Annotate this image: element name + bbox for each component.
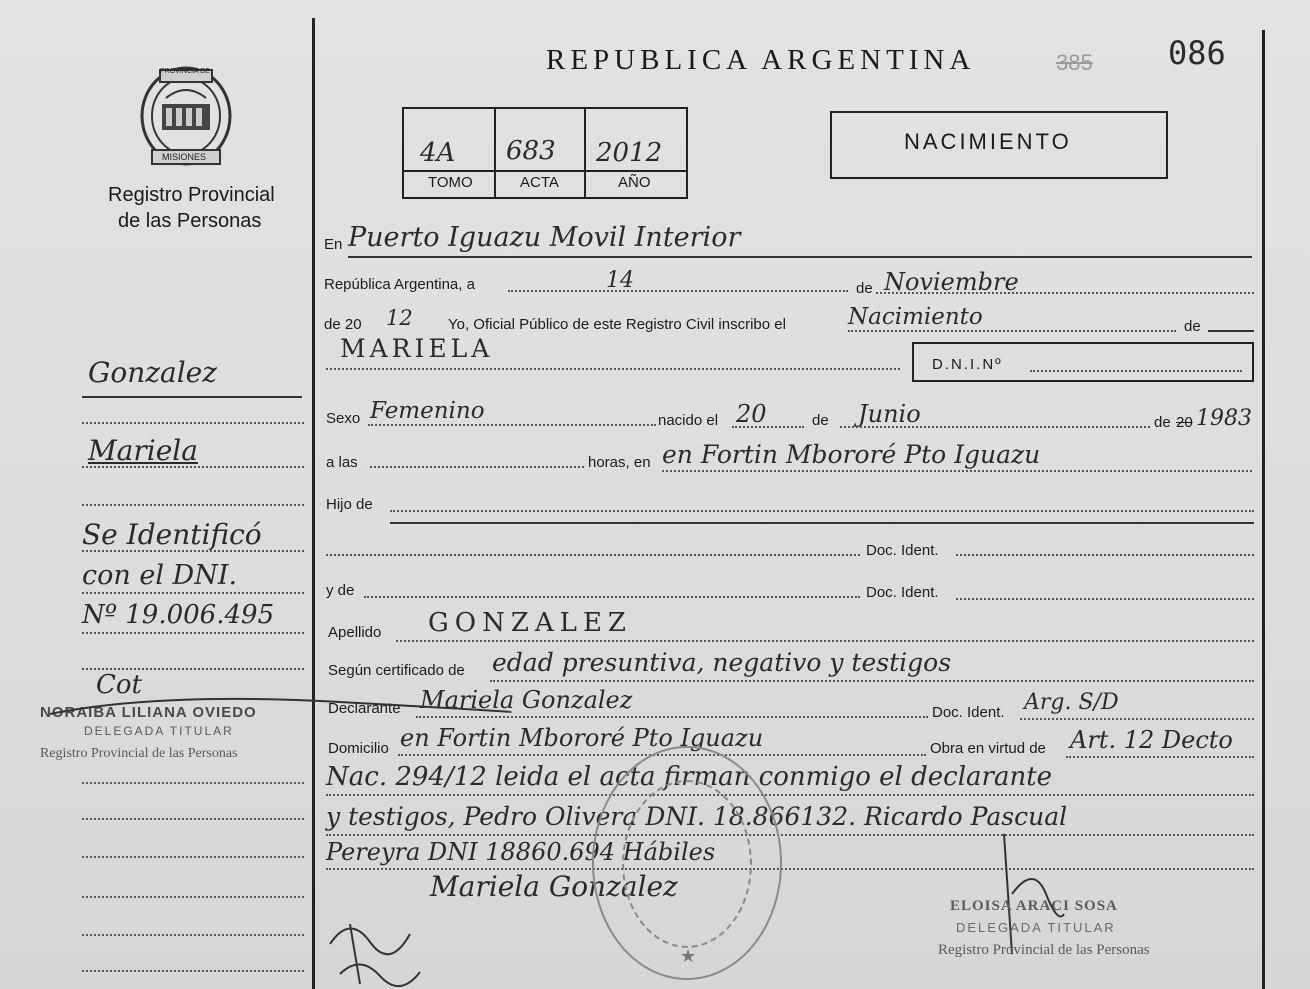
- right-margin-rule: [1262, 30, 1265, 989]
- seal-top-text: PROVINCIA DE: [160, 68, 210, 75]
- inscribe-value: Nacimiento: [848, 304, 983, 330]
- notes-line3: Pereyra DNI 18860.694 Hábiles: [326, 838, 716, 866]
- left-margin-rule: [312, 18, 315, 989]
- rep-label: República Argentina, a: [324, 276, 475, 293]
- tomo-label: TOMO: [428, 174, 473, 191]
- en-label: En: [324, 236, 343, 253]
- alas-label: a las: [326, 454, 358, 471]
- margin-dots-13: [82, 970, 304, 972]
- year-value: 12: [386, 306, 413, 330]
- country-title: REPUBLICA ARGENTINA: [546, 44, 976, 76]
- margin-dots-1: [82, 422, 304, 424]
- declarante-label: Declarante: [328, 700, 401, 717]
- page-number: 086: [1168, 34, 1226, 72]
- doc-ident-value: Arg. S/D: [1024, 690, 1119, 715]
- name-value: MARIELA: [340, 334, 494, 363]
- en-value: Puerto Iguazu Movil Interior: [348, 222, 741, 253]
- left-stamp-role: DELEGADA TITULAR: [84, 724, 234, 738]
- place-value: en Fortin Mbororé Pto Iguazu: [662, 440, 1041, 469]
- rep-dots: [508, 290, 848, 292]
- margin-dots-6: [82, 632, 304, 634]
- tomo-value: 4A: [420, 138, 456, 168]
- birth-day: 20: [736, 400, 767, 428]
- place-dots: [662, 470, 1252, 472]
- doc-ident-dots-2: [956, 598, 1254, 600]
- certificado-label: Según certificado de: [328, 662, 465, 679]
- margin-signature-stroke: [40, 684, 520, 724]
- obra-dots: [1066, 756, 1254, 758]
- day-value: 14: [606, 268, 634, 293]
- record-box-divider-h: [404, 170, 686, 172]
- declarante-value: Mariela Gonzalez: [420, 686, 633, 714]
- acta-label: ACTA: [520, 174, 559, 191]
- doc-ident-label-3: Doc. Ident.: [932, 704, 1005, 721]
- margin-surname: Gonzalez: [88, 356, 217, 389]
- margin-note-line3: Nº 19.006.495: [82, 600, 275, 630]
- official-text: Yo, Oficial Público de este Registro Civil inscribo el: [448, 316, 786, 333]
- page-number-struck: 385: [1056, 50, 1093, 75]
- notes-line2: y testigos, Pedro Olivera DNI. 18.866132. Ricardo Pascual: [326, 802, 1068, 831]
- sexo-label: Sexo: [326, 410, 361, 427]
- margin-dots-11: [82, 896, 304, 898]
- right-stamp-name: ELOISA ARACI SOSA: [950, 898, 1118, 914]
- notes-line1: Nac. 294/12 leida el acta firman conmigo el declarante: [326, 762, 1053, 792]
- margin-dots-12: [82, 934, 304, 936]
- sexo-dots: [368, 424, 656, 426]
- alas-dots: [370, 466, 584, 468]
- margin-note-prefix: Cot: [96, 670, 142, 700]
- apellido-label: Apellido: [328, 624, 382, 641]
- notes-dots-2: [326, 834, 1254, 836]
- hijo-label: Hijo de: [326, 496, 373, 513]
- name-dots: [326, 368, 900, 370]
- doc-ident-dots-1: [956, 554, 1254, 556]
- signature-declarante: Mariela Gonzalez: [430, 870, 678, 903]
- margin-dots-5: [82, 592, 304, 594]
- nacido-label: nacido el: [658, 412, 719, 429]
- month-dots: [876, 292, 1254, 294]
- registry-line1: Registro Provincial: [108, 184, 275, 206]
- obra-label: Obra en virtud de: [930, 740, 1046, 757]
- apellido-dots: [396, 640, 1254, 642]
- margin-dots-8: [82, 782, 304, 784]
- doc-ident-label-2: Doc. Ident.: [866, 584, 939, 601]
- doc-ident-dots-3: [1020, 718, 1254, 720]
- anio-value: 2012: [596, 138, 663, 168]
- birth-month-dots: [840, 426, 1150, 428]
- margin-dots-2: [82, 466, 304, 468]
- domicilio-value: en Fortin Mbororé Pto Iguazu: [400, 724, 764, 752]
- en-line: [348, 256, 1252, 258]
- hijo-row2-dots: [326, 554, 860, 556]
- official-round-seal-inner: [622, 780, 752, 948]
- right-stamp-org: Registro Provincial de las Personas: [938, 942, 1150, 958]
- hijo-dots: [390, 510, 1254, 512]
- notes-dots-1: [326, 794, 1254, 796]
- de-label: de: [856, 280, 873, 297]
- record-box-divider-2: [584, 109, 586, 197]
- margin-dots-10: [82, 856, 304, 858]
- doc-ident-label-1: Doc. Ident.: [866, 542, 939, 559]
- margin-dots-9: [82, 818, 304, 820]
- record-box-divider-1: [494, 109, 496, 197]
- left-stamp-name: NORAIBA LILIANA OVIEDO: [40, 704, 257, 721]
- dni-dots: [1030, 370, 1242, 372]
- de-label2: de: [1184, 318, 1201, 335]
- de-label3: de: [812, 412, 829, 429]
- de2-line: [1208, 330, 1254, 332]
- anio-label: AÑO: [618, 174, 651, 191]
- certificado-value: edad presuntiva, negativo y testigos: [492, 648, 952, 677]
- apellido-value: GONZALEZ: [428, 608, 632, 638]
- acta-value: 683: [506, 136, 556, 166]
- dni-label: D.N.I.Nº: [932, 356, 1003, 373]
- birth-year-struck: 20: [1176, 414, 1193, 431]
- obra-value: Art. 12 Decto: [1070, 726, 1233, 754]
- registry-line2: de las Personas: [118, 210, 262, 232]
- margin-line-1: [82, 396, 302, 398]
- inscribe-dots: [848, 330, 1176, 332]
- yde-label: y de: [326, 582, 355, 599]
- birth-month: Junio: [858, 400, 921, 428]
- year-prefix: de 20: [324, 316, 362, 333]
- hijo-line2: [390, 522, 1254, 524]
- sexo-value: Femenino: [370, 398, 485, 424]
- seal-star-icon: ★: [680, 946, 697, 966]
- left-stamp-org: Registro Provincial de las Personas: [40, 746, 238, 761]
- margin-note-line1: Se Identificó: [82, 518, 262, 551]
- domicilio-label: Domicilio: [328, 740, 389, 757]
- margin-note-line2: con el DNI.: [82, 560, 238, 591]
- month-value: Noviembre: [884, 268, 1019, 296]
- birth-day-dots: [732, 426, 804, 428]
- de-year-label: de: [1154, 414, 1171, 431]
- horas-label: horas, en: [588, 454, 651, 471]
- bottom-left-signature: [320, 904, 430, 989]
- doc-type-label: NACIMIENTO: [904, 129, 1072, 154]
- margin-first-name: Mariela: [88, 434, 198, 467]
- right-stamp-role: DELEGADA TITULAR: [956, 920, 1116, 935]
- certificado-dots: [490, 680, 1254, 682]
- margin-dots-3: [82, 504, 304, 506]
- yde-dots: [364, 596, 860, 598]
- birth-year: 1983: [1196, 406, 1252, 431]
- margin-dots-4: [82, 550, 304, 552]
- seal-bottom-text: MISIONES: [162, 152, 207, 162]
